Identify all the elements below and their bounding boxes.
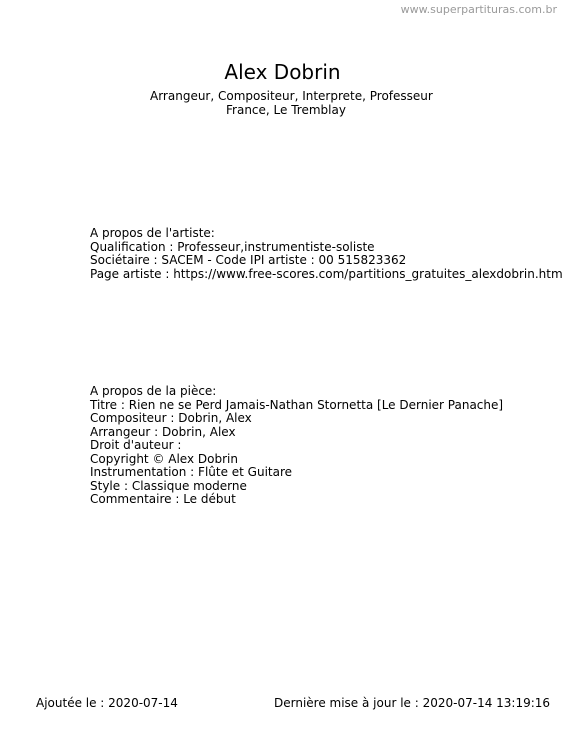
piece-style: Style : Classique moderne [90,478,247,493]
updated-date: Dernière mise à jour le : 2020-07-14 13:19:16 [274,696,551,710]
artist-location: France, Le Tremblay [226,103,346,117]
piece-rights-label: Droit d'auteur : [90,438,182,452]
artist-name-title: Alex Dobrin [224,60,341,84]
piece-copyright: Copyright © Alex Dobrin [90,451,238,466]
piece-composer: Compositeur : Dobrin, Alex [90,411,252,425]
artist-qualification: Qualification : Professeur,instrumentiste-soliste [90,239,375,254]
piece-title: Titre : Rien ne se Perd Jamais-Nathan Stornetta [Le Dernier Panache] [90,397,504,412]
artist-subtitle [150,89,433,117]
artist-roles: Arrangeur, Compositeur, Interprete, Professeur [150,89,433,103]
artist-societaire: Sociétaire : SACEM - Code IPI artiste : 00 515823362 [90,253,407,267]
piece-info-section [90,385,503,507]
piece-info-heading: A propos de la pièce: [90,384,217,398]
piece-comment: Commentaire : Le début [90,492,236,506]
watermark-url: www.superpartituras.com.br [400,3,557,16]
piece-instrumentation: Instrumentation : Flûte et Guitare [90,465,293,479]
piece-arranger: Arrangeur : Dobrin, Alex [90,424,236,439]
added-date: Ajoutée le : 2020-07-14 [36,696,178,710]
artist-page-link: Page artiste : https://www.free-scores.com/partitions_gratuites_alexdobrin.htm [90,266,563,281]
artist-info-section [90,227,563,281]
artist-info-heading: A propos de l'artiste: [90,226,215,240]
